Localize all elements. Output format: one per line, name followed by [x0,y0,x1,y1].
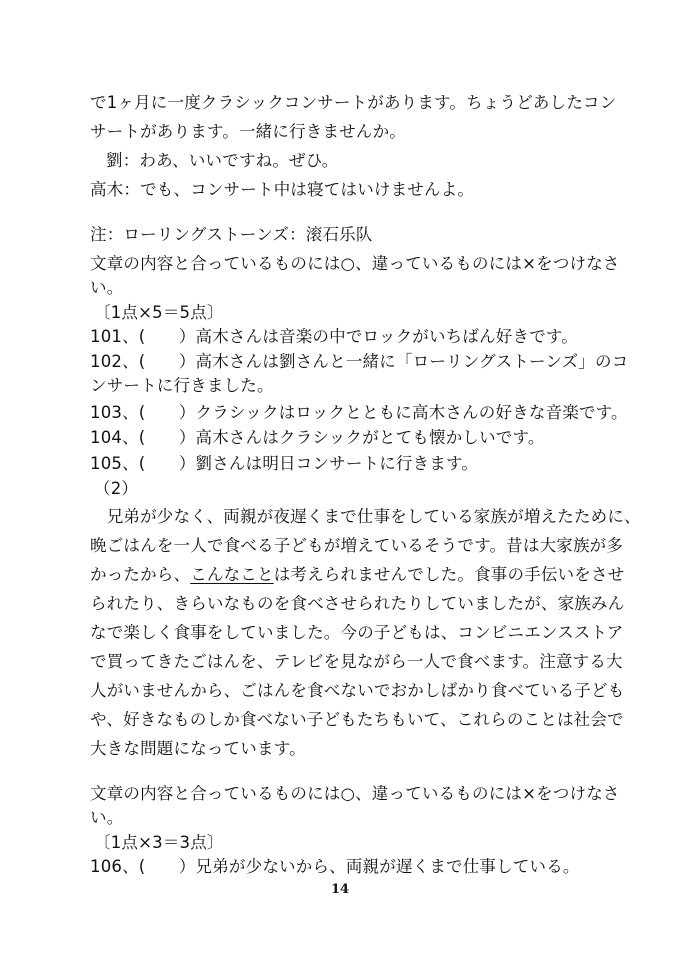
instruction-line: い。 [90,278,124,297]
passage-line: や、好きなものしか食べない子どもたちもいて、これらのことは社会で [90,710,624,729]
instruction-line: 文章の内容と合っているものには○、違っているものには×をつけなさ [90,254,620,273]
note-value: 滚石乐队 [305,225,373,244]
passage-line: かったから、こんなことは考えられませんでした。食事の手伝いをさせ [90,565,625,584]
passage-line: 人がいませんから、ごはんを食べないでおかしばかり食べている子ども [90,681,625,700]
page-number: 14 [330,882,350,897]
passage-line: で買ってきたごはんを、テレビを見ながら一人で食べます。注意する大 [90,652,623,671]
passage-line: 兄弟が少なく、両親が夜遅くまで仕事をしている家族が増えたために、 [90,507,641,526]
passage-line: 大きな問題になっています。 [90,739,306,758]
score-label: 〔1点×5＝5点〕 [94,303,224,322]
note-label: 注：ローリングストーンズ： [90,225,306,244]
question-item: 104、( ）高木さんはクラシックがとても懐かしいです。 [90,428,545,447]
dialogue-line: 高木：でも、コンサート中は寝てはいけませんよ。 [90,180,475,199]
underlined-phrase: こんなこと [190,565,274,584]
question-item: 106、( ）兄弟が少ないから、両親が遅くまで仕事している。 [90,857,580,876]
question-item: 102、( ）高木さんは劉さんと一緒に「ローリングストーンズ」のコ [90,352,629,371]
passage-line: なで楽しく食事をしていました。今の子どもは、コンビニエンスストア [90,623,624,642]
vocab-note [90,224,373,246]
dialogue-line: サートがあります。一緒に行きませんか。 [90,122,406,141]
passage-line: られたり、きらいなものを食べさせられたりしていましたが、家族みん [90,594,625,613]
dialogue-line: 劉：わあ、いいですね。ぜひ。 [106,151,339,170]
question-item: ンサートに行きました。 [90,376,274,395]
score-label: 〔1点×3＝3点〕 [94,833,224,852]
instruction-line: い。 [90,808,124,827]
question-item: 101、( ）高木さんは音楽の中でロックがいちばん好きです。 [90,327,578,346]
question-item: 105、( ）劉さんは明日コンサートに行きます。 [90,454,479,473]
question-item: 103、( ）クラシックはロックとともに高木さんの好きな音楽です。 [90,403,628,422]
passage-line: 晩ごはんを一人で食べる子どもが増えているそうです。昔は大家族が多 [90,536,624,555]
section-label: （2） [94,479,139,498]
instruction-line: 文章の内容と合っているものには○、違っているものには×をつけなさ [90,784,620,803]
dialogue-line: で1ヶ月に一度クラシックコンサートがあります。ちょうどあしたコン [90,93,617,112]
